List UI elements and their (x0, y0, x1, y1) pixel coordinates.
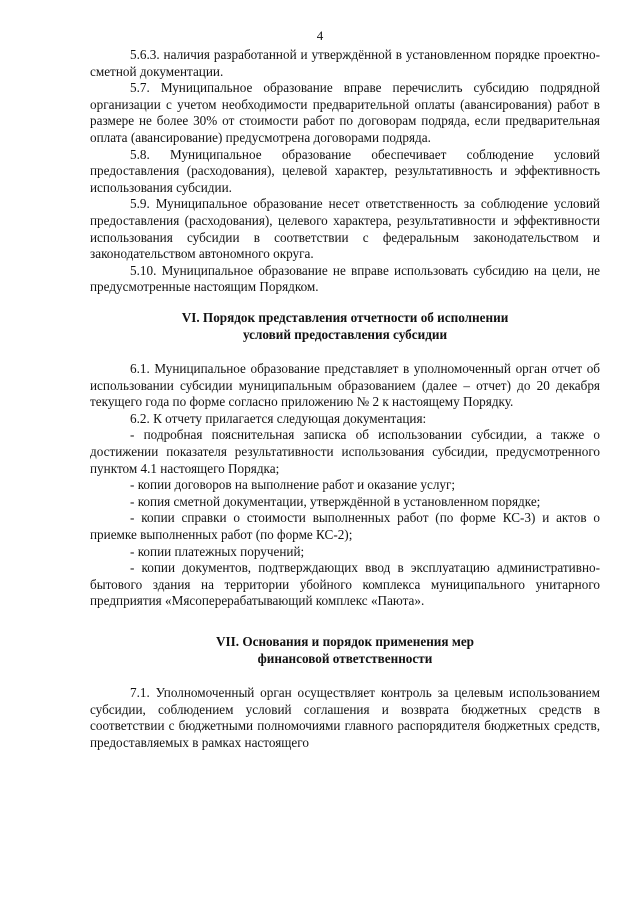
section-6-heading (90, 310, 600, 343)
clause-5-9: 5.9. Муниципальное образование несет ответственность за соблюдение условий предоставления (расходования), целевого характера, результативности и эффективности использования субсидии в соответствии с федеральным законодательством и законодательством автономного округа. (90, 196, 600, 262)
page-number: 4 (316, 28, 324, 43)
section-7-heading-line-1: VII. Основания и порядок применения мер (215, 634, 475, 649)
section-6-heading-line-2: условий предоставления субсидии (242, 326, 448, 342)
list-item-ks3-ks2: - копии справки о стоимости выполненных работ (по форме КС-3) и актов о приемке выполненных работ (по форме КС-2); (90, 510, 600, 543)
document-body (90, 47, 600, 752)
list-item-explanatory-note: - подробная пояснительная записка об использовании субсидии, а также о достижении показателя результативности использования субсидии, предусмотренного пунктом 4.1 настоящего Порядка; (90, 427, 600, 476)
list-item-commissioning-docs: - копии документов, подтверждающих ввод в эксплуатацию административно-бытового здания на территории убойного комплекса муниципального унитарного предприятия «Мясоперерабатывающий комплекс «Паюта». (90, 560, 600, 609)
clause-5-6-3: 5.6.3. наличия разработанной и утверждённой в установленном порядке проектно-сметной документации. (90, 47, 600, 79)
list-item-estimate-docs: - копия сметной документации, утверждённой в установленном порядке; (130, 493, 541, 509)
clause-5-10: 5.10. Муниципальное образование не вправе использовать субсидию на цели, не предусмотренные настоящим Порядком. (90, 262, 600, 295)
clause-6-1: 6.1. Муниципальное образование представляет в уполномоченный орган отчет об использовании субсидии муниципальным образованием (далее – отчет) до 20 декабря текущего года по форме согласно приложению № 2 к настоящему Порядку. (90, 361, 600, 410)
clause-7-1: 7.1. Уполномоченный орган осуществляет контроль за целевым использованием субсидии, соблюдением условий соглашения и возврата бюджетных средств в соответствии с бюджетными полномочиями главного распорядителя бюджетных средств, предоставляемых в рамках настоящего (90, 685, 600, 750)
clause-5-7: 5.7. Муниципальное образование вправе перечислить субсидию подрядной организации с учетом необходимости предварительной оплаты (авансирования) работ в размере не более 30% от стоимости работ по договорам подряда, если предварительная оплата (авансирование) предусмотрена договорами подряда. (90, 80, 600, 145)
section-7-heading-line-2: финансовой ответственности (257, 650, 433, 666)
clause-6-2: 6.2. К отчету прилагается следующая документация: (130, 410, 427, 426)
list-item-payment-orders: - копии платежных поручений; (130, 543, 305, 559)
section-7-heading (90, 634, 600, 667)
clause-5-8: 5.8. Муниципальное образование обеспечивает соблюдение условий предоставления (расходования), целевой характер, результативность и эффективность использования субсидии. (90, 146, 600, 195)
section-6-heading-line-1: VI. Порядок представления отчетности об исполнении (181, 309, 509, 325)
list-item-contracts: - копии договоров на выполнение работ и оказание услуг; (130, 477, 456, 493)
